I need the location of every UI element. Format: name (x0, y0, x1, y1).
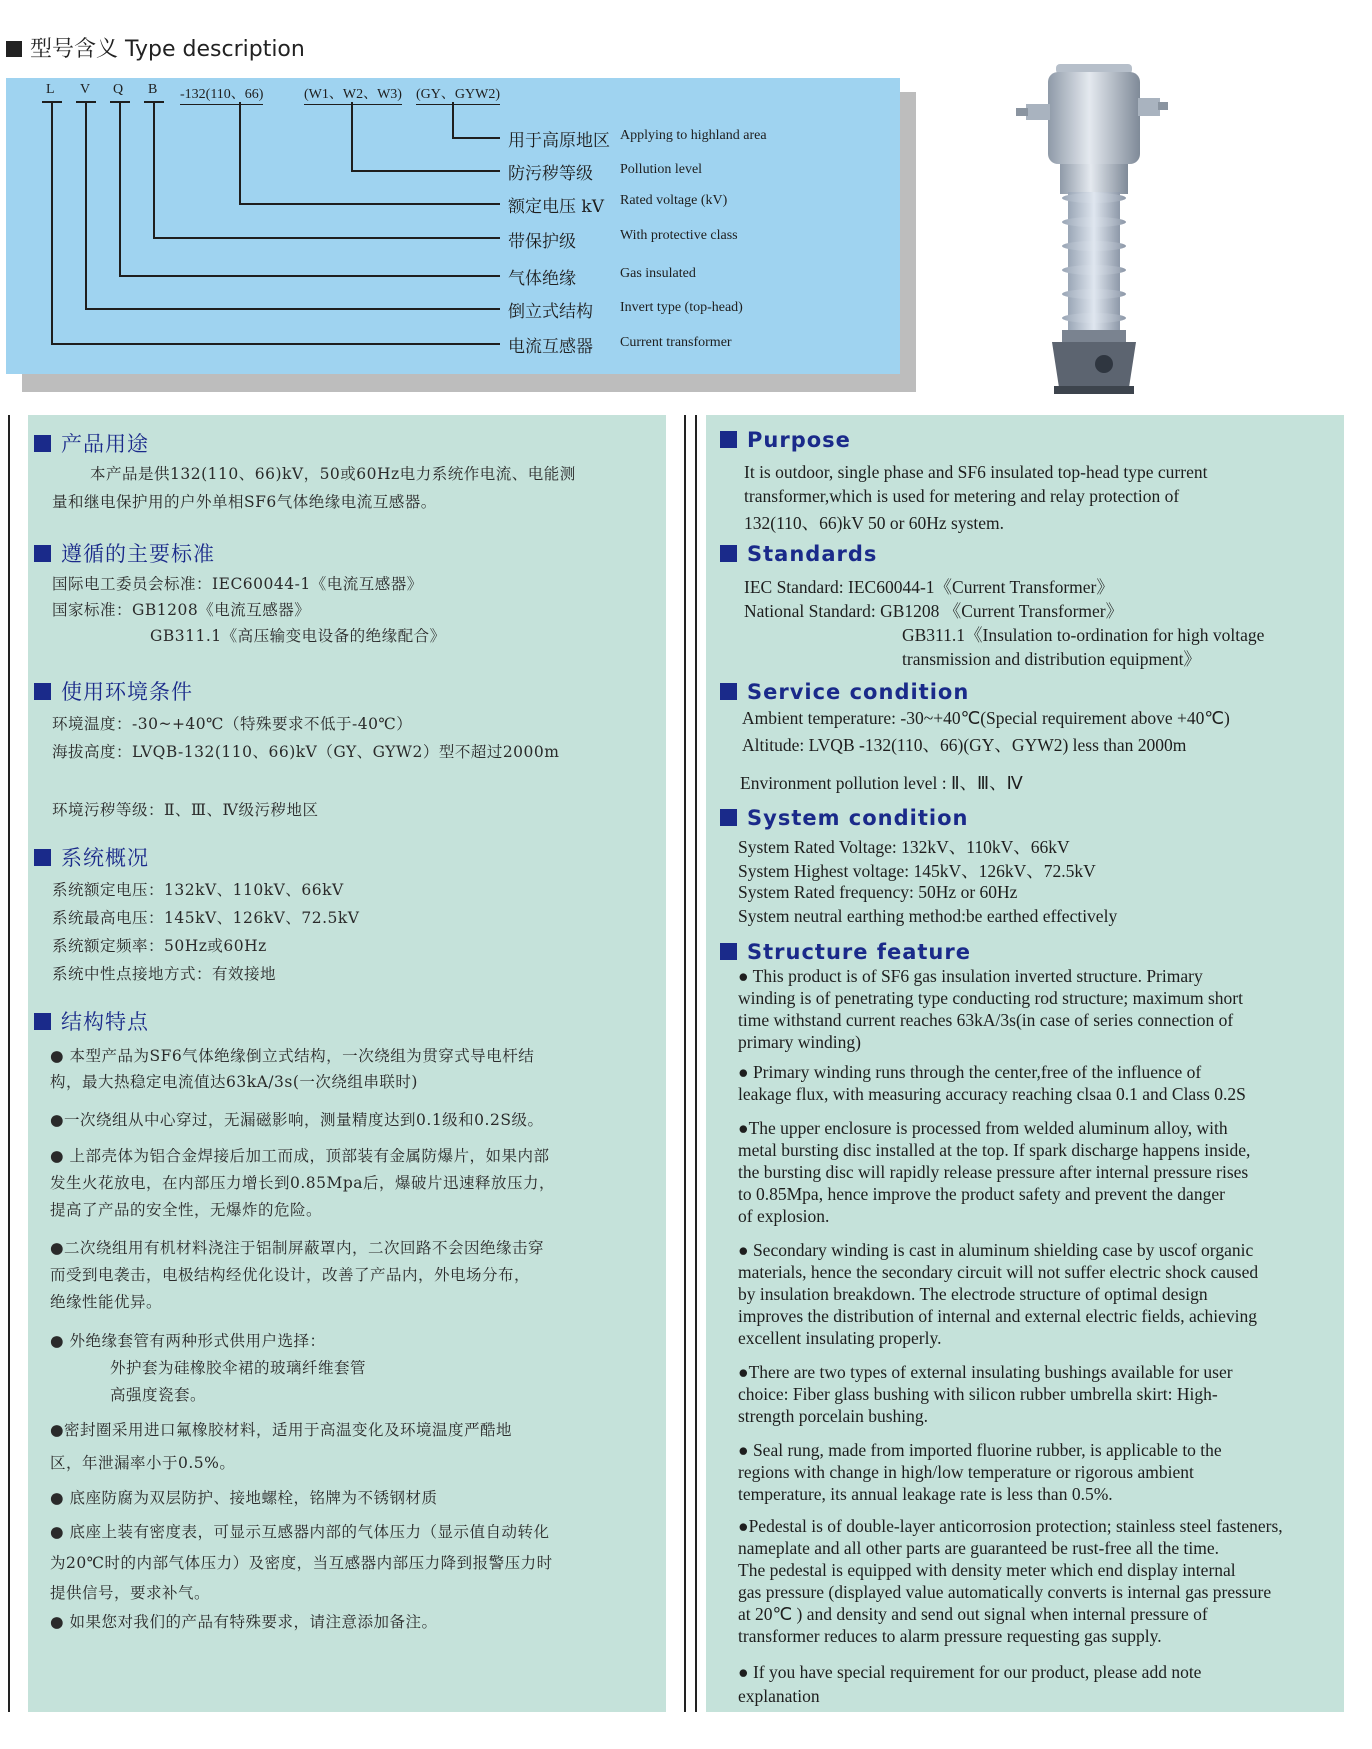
en-purpose-line-2: transformer,which is used for metering and relay protection of (744, 486, 1180, 506)
en-structure-line-2: winding is of penetrating type conducting rod structure; maximum short (738, 988, 1243, 1008)
center-divider-a (684, 415, 686, 1712)
en-purpose-line-1: It is outdoor, single phase and SF6 insulated top-head type current (744, 462, 1208, 482)
cn-structure-line-11: 外护套为硅橡胶伞裙的玻璃纤维套管 (110, 1359, 367, 1377)
cn-service-heading: 使用环境条件 (34, 676, 193, 706)
cn-structure-line-16: ● 底座上装有密度表，可显示互感器内部的气体压力（显示值自动转化 (50, 1523, 550, 1541)
cn-standards-line-3: GB311.1《高压输变电设备的绝缘配合》 (150, 627, 446, 645)
en-structure-line-15: improves the distribution of internal and external electric fields, achieving (738, 1306, 1257, 1326)
code-pollution: (W1、W2、W3) (304, 83, 402, 105)
section-header-type-description (6, 32, 305, 63)
cn-service-line-3: 环境污秽等级：Ⅱ、Ⅲ、Ⅳ级污秽地区 (52, 801, 319, 819)
en-structure-line-19: strength porcelain bushing. (738, 1406, 929, 1426)
header-title: 型号含义 Type description (30, 37, 305, 62)
en-structure-line-6: leakage flux, with measuring accuracy reaching clsaa 0.1 and Class 0.2S (738, 1084, 1246, 1104)
en-structure-line-26: gas pressure (displayed value automatically converts is internal gas pressure (738, 1582, 1272, 1602)
legend-en-pollution: Pollution level (620, 162, 703, 177)
en-system-line-1: System Rated Voltage: 132kV、110kV、66kV (738, 837, 1070, 857)
legend-en-invert: Invert type (top-head) (620, 300, 743, 315)
en-structure-line-11: of explosion. (738, 1206, 830, 1226)
legend-zh-ct: 电流互感器 (508, 337, 593, 357)
code-letter-l: L (46, 82, 55, 97)
en-structure-line-1: ● This product is of SF6 gas insulation inverted structure. Primary (738, 966, 1203, 986)
center-divider-b (695, 415, 697, 1712)
cn-structure-line-4: ● 上部壳体为铝合金焊接后加工而成，顶部装有金属防爆片，如果内部 (50, 1147, 550, 1165)
en-structure-line-7: ●The upper enclosure is processed from welded aluminum alloy, with (738, 1118, 1228, 1138)
en-structure-line-24: nameplate and all other parts are guaranteed be rust-free all the time. (738, 1538, 1220, 1558)
legend-zh-voltage: 额定电压 kV (508, 197, 604, 217)
cn-service-line-2: 海拔高度：LVQB-132(110、66)kV（GY、GYW2）型不超过2000m (52, 743, 560, 761)
cn-structure-line-10: ● 外绝缘套管有两种形式供用户选择： (50, 1332, 326, 1350)
square-bullet-icon (720, 545, 737, 562)
en-structure-line-27: at 20℃ ) and density and send out signal when internal pressure of (738, 1604, 1208, 1624)
cn-system-line-3: 系统额定频率：50Hz或60Hz (52, 937, 267, 955)
cn-structure-line-1: ● 本型产品为SF6气体绝缘倒立式结构，一次绕组为贯穿式导电杆结 (50, 1047, 535, 1065)
square-bullet-icon (34, 545, 51, 562)
code-highland: (GY、GYW2) (416, 83, 500, 105)
square-bullet-icon (34, 849, 51, 866)
en-standards-line-2: National Standard: GB1208 《Current Transformer》 (744, 601, 1124, 621)
square-bullet-icon (34, 435, 51, 452)
en-structure-line-30: explanation (738, 1686, 820, 1706)
en-purpose-heading: Purpose (720, 428, 851, 452)
cn-structure-line-14: 区，年泄漏率小于0.5%。 (50, 1454, 236, 1472)
cn-structure-line-18: 提供信号，要求补气。 (50, 1584, 211, 1602)
legend-en-voltage: Rated voltage (kV) (620, 193, 728, 208)
cn-structure-line-5: 发生火花放电，在内部压力增长到0.85Mpa后，爆破片迅速释放压力， (50, 1174, 556, 1192)
legend-zh-protective: 带保护级 (508, 232, 576, 252)
en-structure-line-25: The pedestal is equipped with density meter which end display internal (738, 1560, 1236, 1580)
cn-structure-line-8: 而受到电袭击，电极结构经优化设计，改善了产品内，外电场分布， (50, 1266, 531, 1284)
code-leader-lines (6, 78, 900, 374)
cn-service-line-1: 环境温度：-30~+40℃（特殊要求不低于-40℃） (52, 715, 413, 733)
en-service-line-2: Altitude: LVQB -132(110、66)(GY、GYW2) less than 2000m (742, 735, 1187, 755)
code-letter-b: B (148, 82, 158, 97)
square-bullet-icon (6, 41, 22, 57)
legend-zh-gas: 气体绝缘 (508, 269, 576, 289)
en-structure-line-18: choice: Fiber glass bushing with silicon rubber umbrella skirt: High- (738, 1384, 1218, 1404)
code-letter-v: V (80, 82, 91, 97)
code-letter-q: Q (113, 82, 124, 97)
cn-structure-line-17: 为20℃时的内部气体压力）及密度，当互感器内部压力降到报警压力时 (50, 1554, 553, 1572)
legend-zh-invert: 倒立式结构 (508, 302, 593, 322)
legend-en-protective: With protective class (620, 228, 738, 243)
en-purpose-line-3: 132(110、66)kV 50 or 60Hz system. (744, 513, 1005, 533)
code-voltage: -132(110、66) (180, 83, 263, 105)
current-transformer-photo (1008, 64, 1180, 394)
cn-purpose-line-1: 本产品是供132(110、66)kV，50或60Hz电力系统作电流、电能测 (90, 465, 576, 483)
cn-structure-line-9: 绝缘性能优异。 (50, 1293, 163, 1311)
en-structure-line-3: time withstand current reaches 63kA/3s(in case of series connection of (738, 1010, 1234, 1030)
en-structure-line-21: regions with change in high/low temperature or rigorous ambient (738, 1462, 1194, 1482)
legend-zh-pollution: 防污秽等级 (508, 164, 593, 184)
en-standards-line-4: transmission and distribution equipment》 (902, 649, 1201, 669)
en-structure-line-29: ● If you have special requirement for our product, please add note (738, 1662, 1202, 1682)
en-structure-line-9: the bursting disc will rapidly release pressure after internal pressure rises (738, 1162, 1249, 1182)
en-standards-line-3: GB311.1《Insulation to-ordination for high voltage (902, 625, 1265, 645)
cn-system-line-1: 系统额定电压：132kV、110kV、66kV (52, 881, 344, 899)
cn-purpose-heading: 产品用途 (34, 428, 149, 458)
type-code-diagram (6, 78, 900, 374)
cn-structure-line-3: ●一次绕组从中心穿过，无漏磁影响，测量精度达到0.1级和0.2S级。 (50, 1111, 544, 1129)
cn-structure-line-6: 提高了产品的安全性，无爆炸的危险。 (50, 1201, 323, 1219)
en-structure-line-16: excellent insulating properly. (738, 1328, 942, 1348)
cn-system-heading: 系统概况 (34, 842, 149, 872)
en-standards-heading: Standards (720, 542, 877, 566)
en-service-heading: Service condition (720, 680, 969, 704)
en-structure-line-4: primary winding) (738, 1032, 861, 1052)
en-structure-line-28: transformer reduces to alarm pressure requesting gas supply. (738, 1626, 1162, 1646)
en-structure-line-17: ●There are two types of external insulating bushings available for user (738, 1362, 1233, 1382)
en-structure-line-12: ● Secondary winding is cast in aluminum shielding case by uscof organic (738, 1240, 1254, 1260)
cn-structure-line-12: 高强度瓷套。 (110, 1386, 207, 1404)
cn-standards-heading: 遵循的主要标准 (34, 538, 215, 568)
en-structure-line-22: temperature, its annual leakage rate is less than 0.5%. (738, 1484, 1113, 1504)
cn-structure-line-15: ● 底座防腐为双层防护、接地螺栓，铭牌为不锈钢材质 (50, 1489, 438, 1507)
cn-structure-line-19: ● 如果您对我们的产品有特殊要求，请注意添加备注。 (50, 1613, 438, 1631)
legend-en-ct: Current transformer (620, 335, 732, 350)
square-bullet-icon (720, 683, 737, 700)
square-bullet-icon (34, 1013, 51, 1030)
cn-structure-line-13: ●密封圈采用进口氟橡胶材料，适用于高温变化及环境温度严酷地 (50, 1421, 513, 1439)
legend-en-highland: Applying to highland area (620, 128, 767, 143)
en-structure-line-14: by insulation breakdown. The electrode structure of optimal design (738, 1284, 1208, 1304)
en-standards-line-1: IEC Standard: IEC60044-1《Current Transformer》 (744, 577, 1114, 597)
cn-purpose-line-2: 量和继电保护用的户外单相SF6气体绝缘电流互感器。 (52, 493, 437, 511)
left-divider (8, 415, 10, 1712)
en-structure-line-23: ●Pedestal is of double-layer anticorrosion protection; stainless steel fasteners, (738, 1516, 1283, 1536)
square-bullet-icon (720, 431, 737, 448)
cn-structure-heading: 结构特点 (34, 1006, 149, 1036)
cn-structure-line-2: 构，最大热稳定电流值达63kA/3s(一次绕组串联时) (50, 1073, 418, 1091)
en-service-line-3: Environment pollution level : Ⅱ、Ⅲ、Ⅳ (740, 773, 1023, 793)
cn-system-line-4: 系统中性点接地方式：有效接地 (52, 965, 277, 983)
legend-en-gas: Gas insulated (620, 266, 696, 281)
cn-standards-line-1: 国际电工委员会标准：IEC60044-1《电流互感器》 (52, 575, 423, 593)
cn-standards-line-2: 国家标准：GB1208《电流互感器》 (52, 601, 311, 619)
en-structure-line-10: to 0.85Mpa, hence improve the product safety and prevent the danger (738, 1184, 1225, 1204)
square-bullet-icon (720, 809, 737, 826)
en-structure-line-8: metal bursting disc installed at the top. If spark discharge happens inside, (738, 1140, 1251, 1160)
square-bullet-icon (720, 943, 737, 960)
en-system-heading: System condition (720, 806, 968, 830)
en-structure-line-20: ● Seal rung, made from imported fluorine rubber, is applicable to the (738, 1440, 1222, 1460)
en-system-line-2: System Highest voltage: 145kV、126kV、72.5kV (738, 861, 1096, 881)
cn-structure-line-7: ●二次绕组用有机材料浇注于铝制屏蔽罩内，二次回路不会因绝缘击穿 (50, 1239, 545, 1257)
en-system-line-4: System neutral earthing method:be earthed effectively (738, 906, 1118, 926)
en-system-line-3: System Rated frequency: 50Hz or 60Hz (738, 882, 1018, 902)
cn-system-line-2: 系统最高电压：145kV、126kV、72.5kV (52, 909, 360, 927)
en-structure-heading: Structure feature (720, 940, 971, 964)
en-service-line-1: Ambient temperature: -30~+40℃(Special requirement above +40℃) (742, 708, 1230, 728)
square-bullet-icon (34, 683, 51, 700)
en-structure-line-5: ● Primary winding runs through the center,free of the influence of (738, 1062, 1202, 1082)
legend-zh-highland: 用于高原地区 (508, 131, 610, 151)
en-structure-line-13: materials, hence the secondary circuit will not suffer electric shock caused (738, 1262, 1259, 1282)
